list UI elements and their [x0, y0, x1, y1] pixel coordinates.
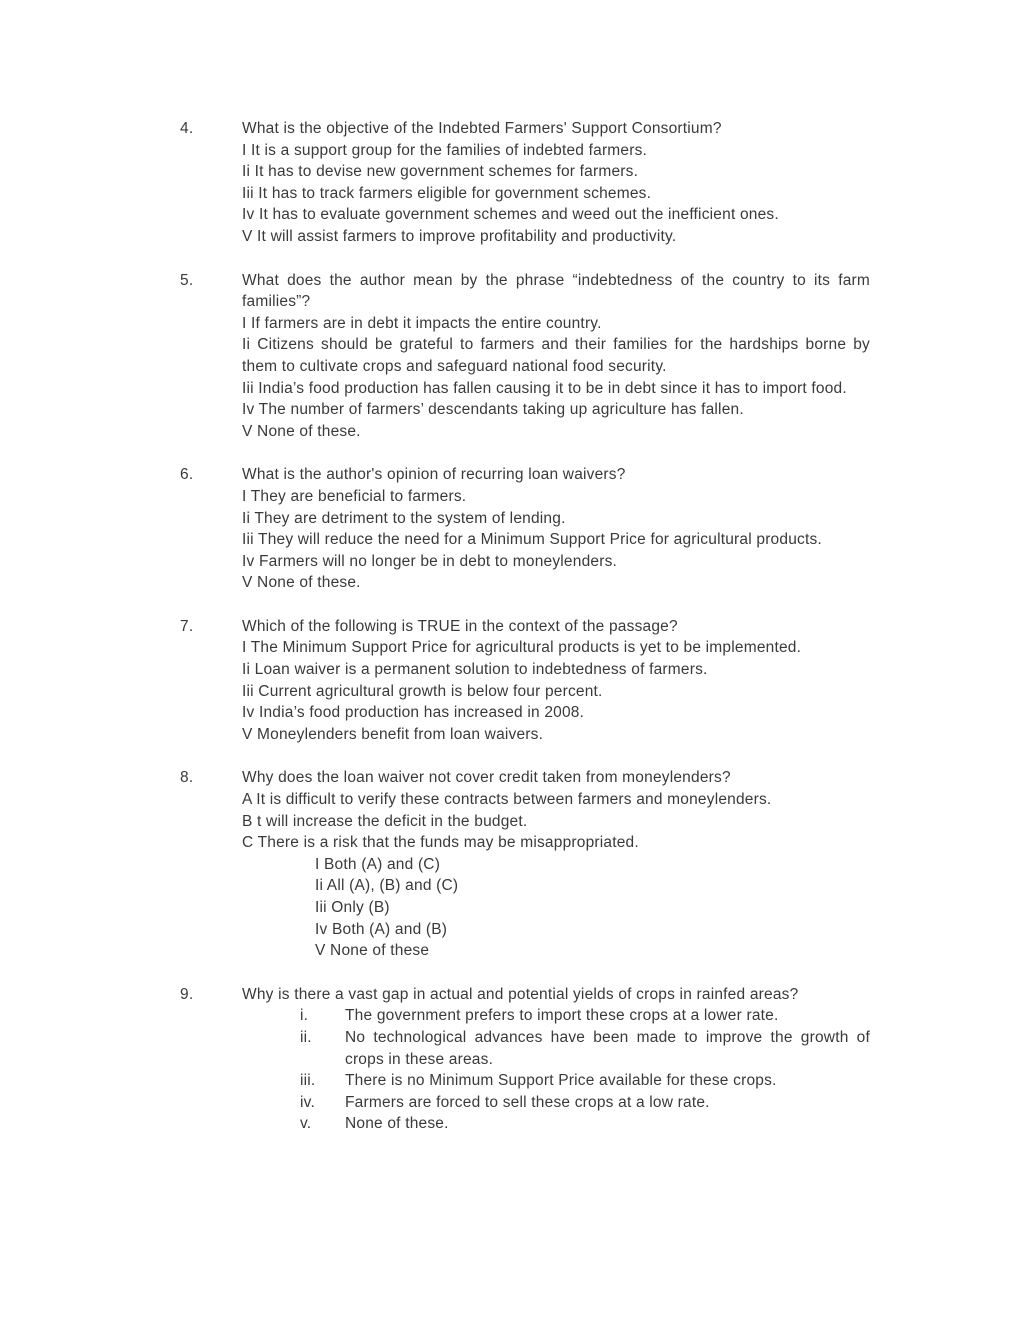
question-text: What does the author mean by the phrase “indebtedness of the country to its farm families”? — [242, 271, 870, 311]
question-block — [180, 616, 870, 746]
option-text: Iii India’s food production has fallen causing it to be in debt since it has to import food. — [242, 379, 847, 397]
question-block — [180, 464, 870, 594]
question-number: 7. — [180, 617, 194, 635]
sub-option-text: V None of these — [315, 942, 430, 960]
sub-options — [242, 854, 870, 962]
question-text: What is the objective of the Indebted Farmers' Support Consortium? — [242, 120, 722, 137]
question-number: 5. — [180, 271, 194, 289]
list-item-text: None of these. — [345, 1115, 449, 1133]
question-body — [242, 464, 870, 594]
option-text: Iv India’s food production has increased in 2008. — [242, 704, 585, 722]
option-text: V Moneylenders benefit from loan waivers. — [242, 725, 544, 743]
question-number: 4. — [180, 120, 194, 137]
option-text: Iii They will reduce the need for a Minimum Support Price for agricultural products. — [242, 531, 822, 549]
option-text: Iv Farmers will no longer be in debt to moneylenders. — [242, 552, 618, 570]
list-item — [242, 1092, 870, 1114]
question-body — [242, 767, 870, 961]
question-block — [180, 984, 870, 1135]
question-body — [242, 984, 870, 1135]
question-text: What is the author's opinion of recurring loan waivers? — [242, 466, 626, 484]
option-text: Ii Loan waiver is a permanent solution to indebtedness of farmers. — [242, 661, 708, 679]
questions-container — [180, 118, 870, 1135]
option-text: A It is difficult to verify these contracts between farmers and moneylenders. — [242, 791, 772, 809]
option-text: B t will increase the deficit in the budget. — [242, 812, 528, 830]
option-text: Iii Current agricultural growth is below four percent. — [242, 682, 603, 700]
question-body — [242, 270, 870, 443]
option-text: Iv It has to evaluate government schemes and weed out the inefficient ones. — [242, 206, 779, 224]
sub-option-text: Iv Both (A) and (B) — [315, 920, 448, 938]
option-text: V It will assist farmers to improve profitability and productivity. — [242, 227, 677, 245]
option-text: V None of these. — [242, 574, 361, 592]
list-item — [242, 1070, 870, 1092]
option-text: I They are beneficial to farmers. — [242, 487, 467, 505]
option-text: I It is a support group for the families of indebted farmers. — [242, 141, 648, 159]
option-text: V None of these. — [242, 422, 361, 440]
question-text: Which of the following is TRUE in the context of the passage? — [242, 617, 678, 635]
list-item-marker: iii. — [300, 1072, 316, 1090]
question-block — [180, 270, 870, 443]
option-text: C There is a risk that the funds may be misappropriated. — [242, 834, 639, 852]
sub-option-text: I Both (A) and (C) — [315, 855, 441, 873]
question-body — [242, 118, 870, 248]
option-text: Iii It has to track farmers eligible for government schemes. — [242, 184, 652, 202]
question-number: 8. — [180, 769, 194, 787]
list-item — [242, 1005, 870, 1027]
list-item-marker: i. — [300, 1007, 309, 1025]
list-item — [242, 1027, 870, 1070]
list-item-marker: iv. — [300, 1093, 315, 1111]
question-text: Why is there a vast gap in actual and potential yields of crops in rainfed areas? — [242, 985, 799, 1003]
list-item-marker: ii. — [300, 1028, 312, 1046]
option-text: Iv The number of farmers’ descendants taking up agriculture has fallen. — [242, 401, 744, 419]
question-block — [180, 118, 870, 248]
list-item-text: There is no Minimum Support Price available for these crops. — [345, 1072, 777, 1090]
question-block — [180, 767, 870, 961]
sub-option-text: Iii Only (B) — [315, 899, 390, 916]
list-item-marker: v. — [300, 1115, 312, 1133]
option-text: Ii Citizens should be grateful to farmers and their families for the hardships borne by them to cultivate crops and safeguard national food security. — [242, 336, 870, 375]
list-item — [242, 1113, 870, 1135]
option-text: Ii It has to devise new government schemes for farmers. — [242, 163, 639, 181]
list-item-text: Farmers are forced to sell these crops at a low rate. — [345, 1093, 710, 1111]
option-text: I The Minimum Support Price for agricultural products is yet to be implemented. — [242, 639, 802, 657]
list-item-text: The government prefers to import these crops at a lower rate. — [345, 1007, 779, 1025]
option-text: Ii They are detriment to the system of lending. — [242, 509, 566, 527]
question-number: 6. — [180, 466, 194, 484]
question-text: Why does the loan waiver not cover credit taken from moneylenders? — [242, 769, 731, 787]
question-body — [242, 616, 870, 746]
sub-option-text: Ii All (A), (B) and (C) — [315, 877, 459, 895]
option-text: I If farmers are in debt it impacts the entire country. — [242, 314, 602, 332]
question-number: 9. — [180, 985, 194, 1003]
list-item-text: No technological advances have been made to improve the growth of crops in these areas. — [345, 1028, 870, 1068]
